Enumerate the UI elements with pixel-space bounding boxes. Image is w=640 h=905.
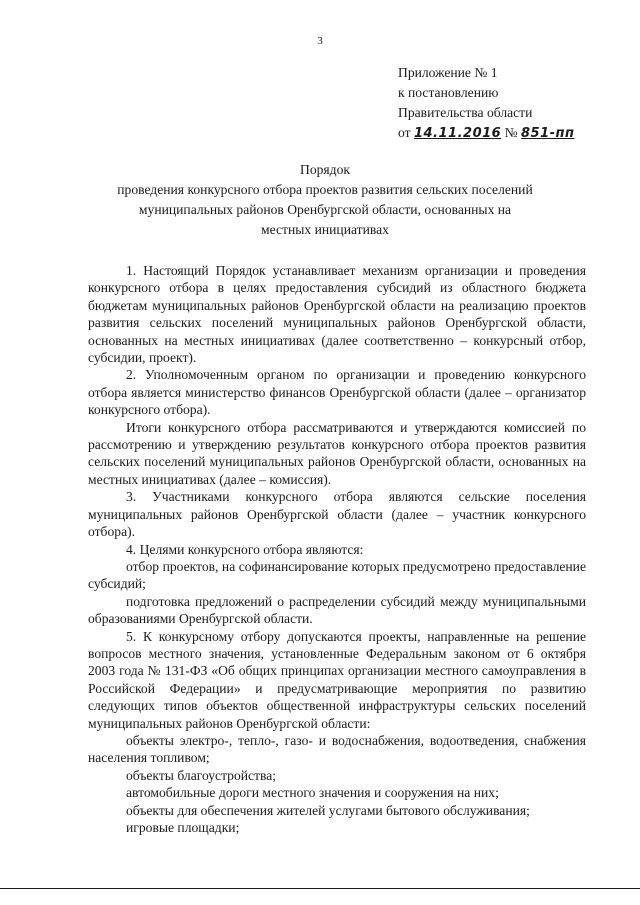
handwritten-number: 851-пп: [521, 126, 575, 141]
paragraph-4-goal-2: подготовка предложений о распределении субсидий между муниципальными образованиями Оренбургской области.: [88, 593, 586, 627]
number-prefix: №: [504, 125, 518, 140]
document-body: [88, 262, 586, 836]
document-title: [90, 160, 560, 240]
title-heading: Порядок: [300, 162, 350, 177]
page-number: 3: [317, 35, 323, 47]
title-line-3: местных инициативах: [261, 222, 389, 237]
paragraph-5: 5. К конкурсному отбору допускаются проекты, направленные на решение вопросов местного значения, установленные Федеральным законом от 6 октября 2003 года № 131-ФЗ «Об общих принципах организации местного самоуправления в Российской Федерации» и предусматривающие мероприятия по развитию следующих типов объектов общественной инфраструктуры сельских поселений муниципальных районов Оренбургской области:: [88, 628, 586, 731]
paragraph-5-item-utilities: объекты электро-, тепло-, газо- и водоснабжения, водоотведения, снабжения населения топливом;: [88, 732, 586, 766]
paragraph-2: 2. Уполномоченным органом по организации и проведению конкурсного отбора является министерство финансов Оренбургской области (далее – организатор конкурсного отбора).: [88, 367, 586, 418]
paragraph-5-item-roads: автомобильные дороги местного значения и сооружения на них;: [126, 785, 499, 801]
paragraph-5-item-landscaping: объекты благоустройства;: [126, 767, 277, 783]
appendix-title: Приложение № 1: [398, 65, 498, 80]
from-prefix: от: [398, 125, 411, 140]
appendix-date-number-line: [398, 123, 634, 144]
bottom-rule: [0, 888, 640, 889]
appendix-authority: Правительства области: [398, 105, 533, 120]
appendix-reference: к постановлению: [398, 85, 499, 100]
paragraph-1: 1. Настоящий Порядок устанавливает механизм организации и проведения конкурсного отбора в целях предоставления субсидий из областного бюджета бюджетам муниципальных районов Оренбургской области на реализацию проектов развития сельских поселений муниципальных районов Оренбургской области, основанных на местных инициативах (далее соответственно – конкурсный отбор, субсидии, проект).: [88, 263, 586, 366]
title-line-2: муниципальных районов Оренбургской области, основанных на: [138, 202, 512, 217]
paragraph-4-goal-1: отбор проектов, на софинансирование которых предусмотрено предоставление субсидий;: [88, 558, 586, 592]
handwritten-date: 14.11.2016: [413, 126, 502, 141]
paragraph-5-item-services: объекты для обеспечения жителей услугами бытового обслуживания;: [126, 802, 530, 818]
appendix-block: [398, 63, 634, 144]
paragraph-4: 4. Целями конкурсного отбора являются:: [126, 541, 364, 557]
title-line-1: проведения конкурсного отбора проектов развития сельских поселений: [117, 182, 533, 197]
paragraph-2-results: Итоги конкурсного отбора рассматриваются и утверждаются комиссией по рассмотрению и утверждению результатов конкурсного отбора проектов развития сельских поселений муниципальных районов Оренбургской области, основанных на местных инициативах (далее – комиссия).: [88, 419, 586, 487]
paragraph-5-item-playgrounds: игровые площадки;: [126, 820, 240, 835]
paragraph-3: 3. Участниками конкурсного отбора являются сельские поселения муниципальных районов Оренбургской области (далее – участник конкурсного отбора).: [88, 489, 586, 540]
